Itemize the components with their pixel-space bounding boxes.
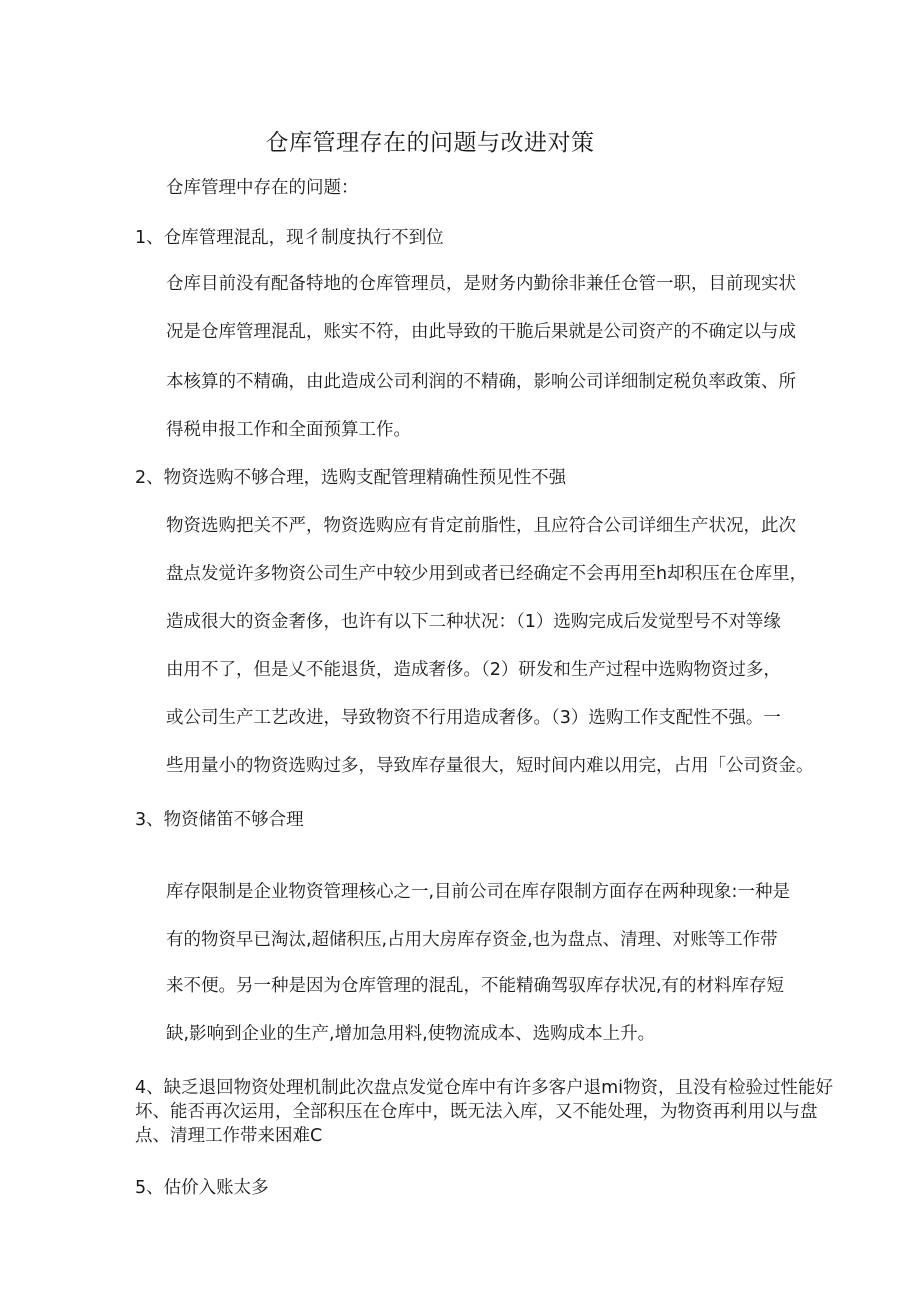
- paragraph-line: 况是仓库管理混乱，账实不符，由此导致的干脆后果就是公司资产的不确定以与成: [166, 322, 796, 342]
- paragraph-line: 有的物资早已淘汰,超储积压,占用大房库存资金,也为盘点、清理、对账等工作带: [166, 930, 778, 950]
- paragraph-line: 库存限制是企业物资管理核心之一,目前公司在库存限制方面存在两种现象:一种是: [166, 882, 790, 902]
- section4-paragraph: 4、缺乏退回物资处理机制此次盘点发觉仓库中有许多客户退mi物资，且没有检验过性能好坏、能否再次运用，全部积压在仓库中，既无法入库，又不能处理，为物资再利用以与盘点、清理工作带来困难C: [135, 1078, 834, 1146]
- paragraph-line: 来不便。另一种是因为仓库管理的混乱，不能精确驾驭库存状况,有的材料库存短: [166, 976, 785, 996]
- paragraph-line: 本核算的不精确，由此造成公司利润的不精确，影响公司详细制定税负率政策、所: [166, 372, 796, 392]
- section3-heading: 3、物资储笛不够合理: [135, 810, 304, 830]
- intro-text: 仓库管理中存在的问题：: [166, 178, 359, 198]
- section1-heading: 1、仓库管理混乱，现彳制度执行不到位: [135, 228, 444, 248]
- paragraph-line: 缺,影响到企业的生产,增加急用料,使物流成本、选购成本上升。: [166, 1024, 656, 1044]
- paragraph-line: 些用量小的物资选购过多，导致库存量很大，短时间内难以用完，占用「公司资金。: [166, 756, 814, 776]
- document-title: 仓库管理存在的问题与改进对策: [265, 130, 595, 156]
- paragraph-line: 物资选购把关不严，物资选购应有肯定前脂性，且应符合公司详细生产状况，此次: [166, 516, 796, 536]
- paragraph-line: 盘点发觉许多物资公司生产中较少用到或者已经确定不会再用至h却积压在仓库里，: [166, 564, 808, 584]
- section5-heading: 5、估价入账太多: [135, 1178, 269, 1198]
- paragraph-line: 或公司生产工艺改进，导致物资不行用造成奢侈。（3）选购工作支配性不强。一: [166, 708, 781, 728]
- paragraph-line: 造成很大的资金奢侈，也许有以下二种状况：（1）选购完成后发觉型号不对等缘: [166, 612, 781, 632]
- paragraph-line: 得税申报工作和全面预算工作。: [166, 420, 411, 440]
- paragraph-line: 仓库目前没有配备特地的仓库管理员，是财务内勤徐非兼任仓管一职，目前现实状: [166, 274, 796, 294]
- section2-heading: 2、物资选购不够合理，选购支配管理精确性预见性不强: [135, 468, 567, 488]
- paragraph-line: 由用不了，但是乂不能退货，造成奢侈。（2）研发和生产过程中选购物资过多，: [166, 660, 781, 680]
